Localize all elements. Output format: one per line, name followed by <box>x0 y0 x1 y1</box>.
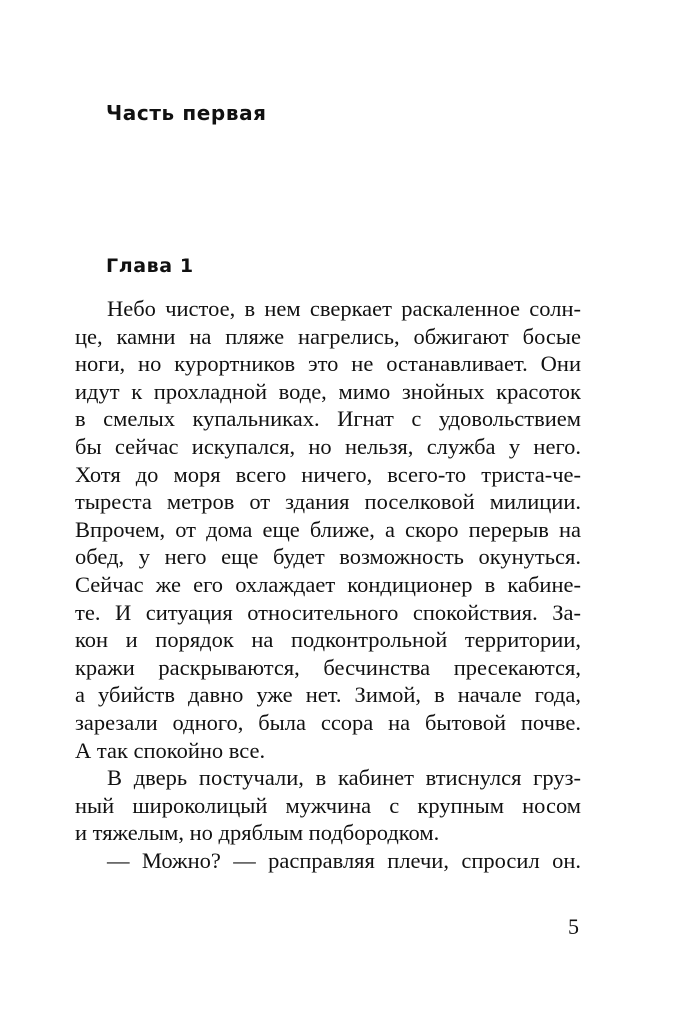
text-line: Сейчас же его охлаждает кондиционер в кабине- <box>75 571 581 597</box>
text-line: кон и порядок на подконтрольной территории, <box>75 627 581 653</box>
text-line: идут к прохладной воде, мимо знойных красоток <box>75 378 581 404</box>
text-line: В дверь постучали, в кабинет втиснулся груз- <box>107 765 581 791</box>
text-line: тыреста метров от здания поселковой милиции. <box>75 489 581 515</box>
text-line: Небо чистое, в нем сверкает раскаленное солн- <box>107 296 581 321</box>
text-line: Хотя до моря всего ничего, всего-то триста-че- <box>75 461 581 487</box>
text-line: обед, у него еще будет возможность окунуться. <box>75 544 581 570</box>
paragraph-1 <box>75 295 581 764</box>
paragraph-2 <box>75 764 581 847</box>
text-line: це, камни на пляже нагрелись, обжигают босые <box>75 323 581 349</box>
text-line: А так спокойно все. <box>75 737 266 763</box>
text-line: а убийств давно уже нет. Зимой, в начале года, <box>75 682 581 708</box>
text-line: зарезали одного, была ссора на бытовой почве. <box>75 709 581 735</box>
text-line: те. И ситуация относительного спокойствия. За- <box>75 599 581 625</box>
page-number: 5 <box>568 914 579 939</box>
paragraph-3 <box>75 847 581 875</box>
text-line: кражи раскрываются, бесчинства пресекаются, <box>75 654 581 680</box>
text-line: — Можно? — расправляя плечи, спросил он. <box>107 847 581 873</box>
part-title: Часть первая <box>106 101 267 125</box>
chapter-body <box>75 295 581 874</box>
text-line: и тяжелым, но дряблым подбородком. <box>75 820 440 846</box>
text-line: ный широколицый мужчина с крупным носом <box>75 792 581 818</box>
text-line: в смелых купальниках. Игнат с удовольствием <box>75 406 581 432</box>
text-line: бы сейчас искупался, но нельзя, служба у него. <box>75 433 581 459</box>
text-line: ноги, но курортников это не останавливает. Они <box>75 351 581 377</box>
chapter-title: Глава 1 <box>106 255 194 277</box>
text-line: Впрочем, от дома еще ближе, а скоро перерыв на <box>75 516 581 542</box>
